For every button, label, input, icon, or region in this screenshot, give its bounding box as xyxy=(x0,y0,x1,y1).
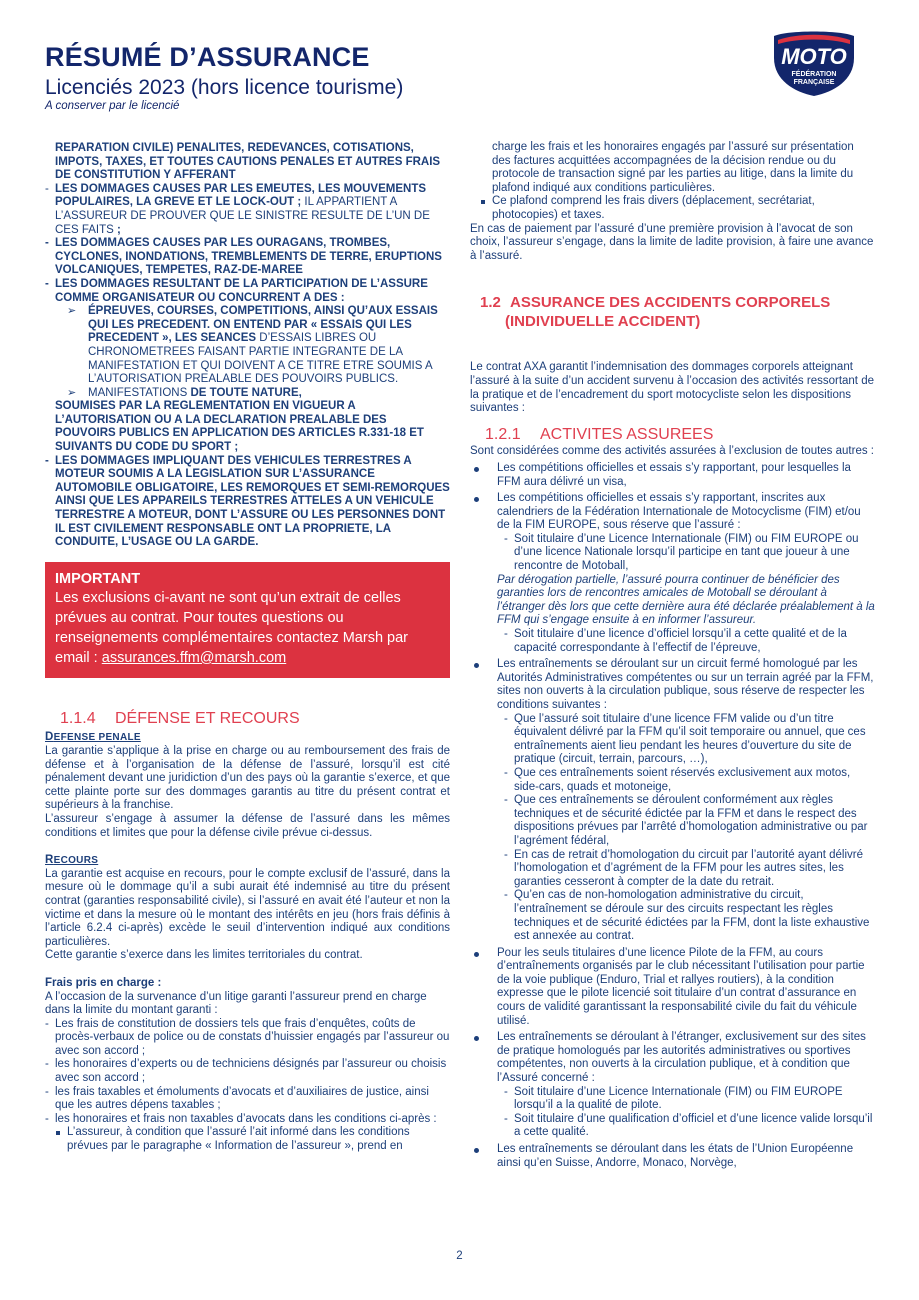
frais-item: - Les frais de constitution de dossiers tels que frais d’enquêtes, coûts de procès-verbaux de police ou de constats d’huissier engagés par l’assureur ou avec son accord ; xyxy=(45,1018,450,1059)
activities-intro: Sont considérées comme des activités assurées à l’exclusion de toutes autres : xyxy=(470,445,874,458)
frais-title: Frais pris en charge : xyxy=(45,976,162,989)
section-title: ASSURANCE DES ACCIDENTS CORPORELS xyxy=(510,294,831,312)
important-body: Les exclusions ci-avant ne sont qu’un extrait de celles prévues au contrat. Pour toutes questions ou renseignements complémentaires contactez Marsh par email : xyxy=(55,589,408,666)
exclusion-intro: REPARATION CIVILE) PENALITES, REDEVANCES, COTISATIONS, IMPOTS, TAXES, ET TOUTES CAUTIONS PENALES ET AUTRES FRAIS DE CONSTITUTION Y AFFERANT xyxy=(55,142,441,182)
frais-item: - les frais taxables et émoluments d’avocats et d’auxiliaires de justice, ainsi que les autres dépens taxables ; xyxy=(45,1086,450,1113)
exclusion-riots-bold: LES DOMMAGES CAUSES PAR LES EMEUTES, LES MOUVEMENTS POPULAIRES, LA GREVE ET LE LOCK-OUT ; xyxy=(55,182,427,209)
page-number: 2 xyxy=(456,1250,463,1262)
important-box xyxy=(45,562,450,678)
activity-subitem: - Soit titulaire d’une Licence Internationale (FIM) ou FIM EUROPE ou d’une licence Nationale lorsqu’il participe en tant que joueur à une rencontre de Motoball, xyxy=(470,533,875,574)
exclusion-riots-end: ; xyxy=(117,223,121,236)
left-column xyxy=(45,142,450,1154)
activity-item: Les entraînements se déroulant sur un circuit fermé homologué par les Autorités Administratives compétentes ou sur un terrain agréé par la FFM, sites non ouverts à la circulation publique, sous réserve de respecter les conditions suivantes : xyxy=(470,658,875,712)
important-text xyxy=(55,588,440,668)
axa-paragraph: Le contrat AXA garantit l’indemnisation des dommages corporels atteignant l’assuré à la suite d’un accident survenu à l’occasion des activités ressortant de la pratique et de l’encadrement du sport motocycliste selon les dispositions suivantes : xyxy=(470,361,874,415)
section-title: DÉFENSE ET RECOURS xyxy=(115,709,300,727)
exclusion-events-bold: ÉPREUVES, COURSES, COMPETITIONS, AINSI QU’AUX ESSAIS QUI LES PRECEDENT. ON ENTEND PAR « ESSAIS QUI LES PRECEDENT », LES SEANCES xyxy=(88,305,438,345)
section-number: 1.1.4 xyxy=(60,709,96,727)
activity-subitem: - Que l’assuré soit titulaire d’une licence FFM valide ou d’un titre équivalent délivré par la FFM qu’il soit temporaire ou annuel, que ces entraînements aient lieu pendant les heures d’ouverture du site de pratique (circuit, terrain, parcours, …), xyxy=(470,713,875,767)
section-title-cont: (INDIVIDUELLE ACCIDENT) xyxy=(505,313,701,331)
recours-p1: La garantie est acquise en recours, pour le compte exclusif de l’assuré, dans la mesure où le dommage qu’il a subi aurait été indemnisé au titre du présent contrat (garanties responsabilité civile), si l’assuré en avait été l’auteur et non la victime et dans la mesure où le montant des intérêts en jeu (hors frais définis à l’article 6.2.4 ci-après) excède le seuil d’intervention indiqué aux conditions particulières. xyxy=(45,867,450,948)
exclusion-riots-normal: IL APPARTIENT A L’ASSUREUR DE PROUVER QUE LE SINISTRE RESULTE DE L’UN DE CES FAITS xyxy=(55,196,430,236)
exclusion-vehicles: - LES DOMMAGES IMPLIQUANT DES VEHICULES TERRESTRES A MOTEUR SOUMIS A LA LEGISLATION SUR L’ASSURANCE AUTOMOBILE OBLIGATOIRE, LES REMORQUES ET SEMI-REMORQUES AINSI QUE LES APPAREILS TERRESTRES ATTELES A UN VEHICULE TERRESTRE A MOTEUR, DONT L’ASSURE OU LES PERSONNES DONT IL EST CIVILEMENT RESPONSABLE ONT LA PROPRIETE, LA CONDUITE, L’USAGE OU LA GARDE. xyxy=(45,455,450,550)
keep-note: A conserver par le licencié xyxy=(45,100,180,112)
document-subtitle: Licenciés 2023 (hors licence tourisme) xyxy=(45,76,404,99)
frais-item: - les honoraires et frais non taxables d’avocats dans les conditions ci-après : xyxy=(45,1113,450,1127)
frais-intro: A l’occasion de la survenance d’un litige garanti l’assureur prend en charge dans la limite du montant garanti : xyxy=(45,990,427,1017)
logo-brand-text: MOTO xyxy=(781,44,847,69)
exclusion-manifestations-cont: SOUMISES PAR LA REGLEMENTATION EN VIGUEUR A L’AUTORISATION OU A LA DECLARATION PREALABLE DES POUVOIRS PUBLICS EN APPLICATION DES ARTICLES R.331-18 ET SUIVANTS DU CODE DU SPORT ; xyxy=(55,400,424,454)
recours-p2: Cette garantie s’exerce dans les limites territoriales du contrat. xyxy=(45,949,363,962)
activity-item: Les compétitions officielles et essais s’y rapportant, pour lesquelles la FFM aura délivré un visa, xyxy=(470,462,875,489)
activity-subitem: - Soit titulaire d’une qualification d’officiel et d’une licence valide lorsqu’il a cette qualité. xyxy=(470,1113,875,1140)
activity-subitem: - Que ces entraînements se déroulent conformément aux règles techniques et de sécurité édictée par la FFM et dans le respect des dispositions prévues par l’arrêté d’homologation administrative ou par l’agrément fédéral, xyxy=(470,794,875,848)
recours-title: RECOURS xyxy=(45,854,99,867)
activity-item: Les compétitions officielles et essais s’y rapportant, inscrites aux calendriers de la Fédération Internationale de Motocyclisme (FIM) et/ou de la FIM EUROPE, sous réserve que l’assuré : xyxy=(470,492,875,533)
section-heading-defense xyxy=(45,709,450,727)
activity-subitem: - Soit titulaire d’une Licence Internationale (FIM) ou FIM EUROPE lorsqu’il a la qualité de pilote. xyxy=(470,1086,875,1113)
frais-subitem: L’assureur, à condition que l’assuré l’ait informé dans les conditions prévues par le paragraphe « Information de l’assureur », prend en xyxy=(45,1126,450,1153)
activity-subitem: - Qu’en cas de non-homologation administrative du circuit, l’entraînement se déroule sur des circuits respectant les règles techniques et de sécurité édictées par la FFM, dont la liste exhaustive est annexée au contrat. xyxy=(470,889,875,943)
exclusion-riots xyxy=(45,183,450,237)
defense-penale-p2: L’assureur s’engage à assumer la défense de l’assuré dans les mêmes conditions et limites que pour la défense civile prévue ci-dessus. xyxy=(45,812,450,839)
activity-subitem: - En cas de retrait d’homologation du circuit par l’autorité ayant délivré l’homologation et d’agrément de la FFM pour les autres sites, les garanties cesseront à compter de la date du retrait. xyxy=(470,849,875,890)
section-heading-accidents xyxy=(480,293,875,331)
logo-line1-text: FÉDÉRATION xyxy=(791,71,837,78)
right-column xyxy=(470,142,875,1170)
activity-item: Les entraînements se déroulant à l’étranger, exclusivement sur des sites de pratique homologués par les autorités administratives ou sportives compétentes, non ouverts à la circulation publique, et à condition que l’Assuré concerné : xyxy=(470,1031,875,1085)
defense-penale-p1: La garantie s’applique à la prise en charge ou au remboursement des frais de défense et à l’organisation de la défense de l’assuré, lorsqu’il est cité pénalement devant une juridiction d’un des pays où la garantie s’exerce, et que cette plainte porte sur des dommages garantis au titre du présent contrat et supérieurs à la franchise. xyxy=(45,745,450,812)
exclusion-manifestations-bold: DE TOUTE NATURE, xyxy=(190,386,302,399)
marsh-email-link[interactable]: assurances.ffm@marsh.com xyxy=(101,649,287,666)
frais-item: - les honoraires d’experts ou de techniciens désignés par l’assureur ou choisis avec son accord ; xyxy=(45,1058,450,1085)
provision-paragraph: En cas de paiement par l’assuré d’une première provision à l’avocat de son choix, l’assureur s’engage, dans la limite de ladite provision, à faire une avance à l’assuré. xyxy=(470,222,874,262)
exclusion-manifestations-normal: MANIFESTATIONS xyxy=(88,386,191,399)
exclusion-natural-disasters: - LES DOMMAGES CAUSES PAR LES OURAGANS, TROMBES, CYCLONES, INONDATIONS, TREMBLEMENTS DE TERRE, ERUPTIONS VOLCANIQUES, TEMPETES, RAZ-DE-MAREE xyxy=(45,237,450,278)
logo-line2-text: FRANÇAISE xyxy=(793,79,835,86)
activity-derogation-note: Par dérogation partielle, l’assuré pourra continuer de bénéficier des garanties lors de rencontres amicales de Motoball se déroulant à l’étranger dès lors que cette dernière aura été déclarée préalablement à la FFM qui s’engage ensuite à en informer l’assureur. xyxy=(497,573,875,627)
activity-item: Pour les seuls titulaires d’une licence Pilote de la FFM, au cours d’entraînements organisés par le club nécessitant l’utilisation pour partie de la voie publique (Enduro, Trial et rallyes routiers), à la condition expresse que le pilote licencié soit titulaire d’un contrat d’assurance en cours de validité garantissant la responsabilité civile du fait du véhicule utilisé. xyxy=(470,947,875,1029)
exclusion-manifestations xyxy=(45,387,450,401)
section-number: 1.2.1 xyxy=(485,425,521,443)
ffm-moto-logo xyxy=(768,28,860,98)
important-title: IMPORTANT xyxy=(55,570,141,587)
exclusion-participation: - LES DOMMAGES RESULTANT DE LA PARTICIPATION DE L’ASSURE COMME ORGANISATEUR OU CONCURRENT A DES : xyxy=(45,278,450,305)
document-title: RÉSUMÉ D’ASSURANCE xyxy=(45,42,370,72)
activity-subitem: - Soit titulaire d’une licence d’officiel lorsqu’il a cette qualité et de la capacité correspondante à l’effectif de l’épreuve, xyxy=(470,628,875,655)
section-heading-activities xyxy=(485,425,875,443)
activity-subitem: - Que ces entraînements soient réservés exclusivement aux motos, side-cars, quads et motoneige, xyxy=(470,767,875,794)
frais-subitem-plafond: Ce plafond comprend les frais divers (déplacement, secrétariat, photocopies) et taxes. xyxy=(470,195,875,222)
exclusion-events xyxy=(45,305,450,387)
activity-item: Les entraînements se déroulant dans les états de l’Union Européenne ainsi qu’en Suisse, Andorre, Monaco, Norvège, xyxy=(470,1143,875,1170)
section-number: 1.2 xyxy=(480,294,501,312)
defense-penale-title: DEFENSE PENALE xyxy=(45,731,141,744)
exclusion-events-normal: D’ESSAIS LIBRES OU CHRONOMETREES FAISANT PARTIE INTEGRANTE DE LA MANIFESTATION ET QUI DOIVENT A CE TITRE ETRE SOUMIS A L’AUTORISATION PREALABLE DES POUVOIRS PUBLICS. xyxy=(88,332,432,386)
frais-continuation: charge les frais et les honoraires engagés par l’assuré sur présentation des factures acquittées accompagnées de la décision rendue ou du protocole de transaction signé par les parties au litige, dans la limite du plafond indiqué aux conditions particulières. xyxy=(492,141,854,194)
section-title: ACTIVITES ASSUREES xyxy=(540,425,714,443)
